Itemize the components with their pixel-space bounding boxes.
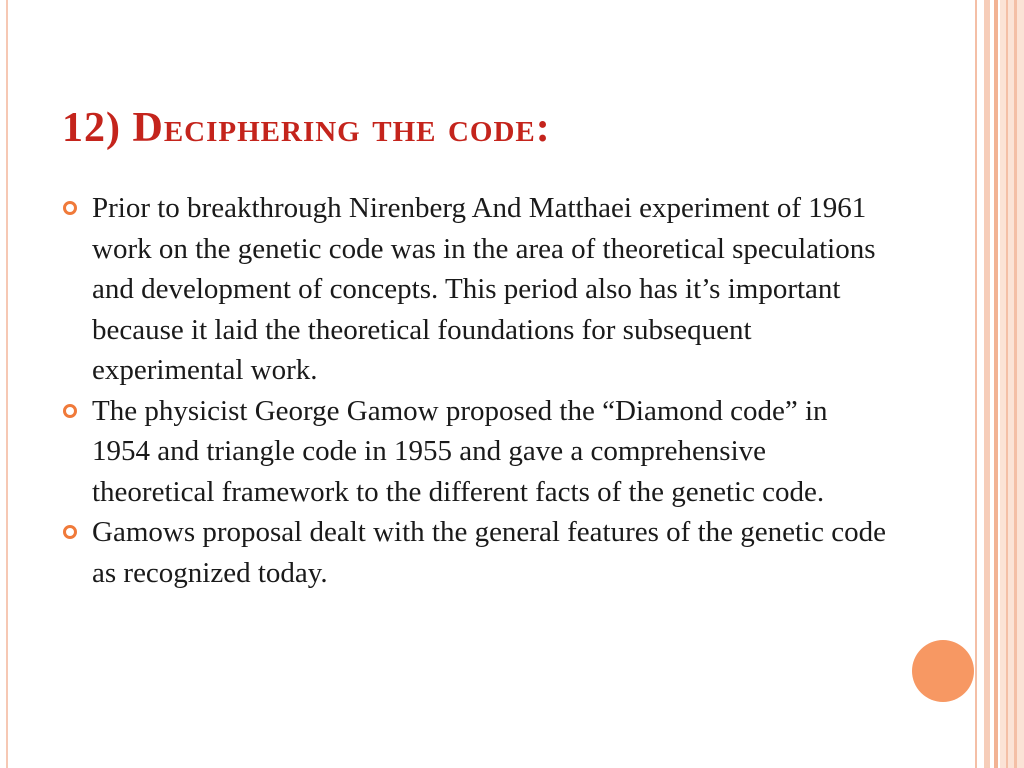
- right-decor-stripe: [984, 0, 990, 768]
- bullet-item: [62, 188, 892, 391]
- right-decor-stripe: [1014, 0, 1017, 768]
- right-decor-stripe: [1006, 0, 1008, 768]
- right-decor-stripe: [994, 0, 998, 768]
- bullet-list: [62, 188, 892, 593]
- ring-bullet-icon: [63, 525, 77, 539]
- bullet-text: The physicist George Gamow proposed the “Diamond code” in 1954 and triangle code in 1955 and gave a comprehensive theoretical framework to the different facts of the genetic code.: [92, 394, 828, 508]
- decorative-orange-circle: [912, 640, 974, 702]
- bullet-item: [62, 512, 892, 593]
- ring-bullet-icon: [63, 201, 77, 215]
- bullet-text: Gamows proposal dealt with the general features of the genetic code as recognized today.: [92, 516, 886, 589]
- bullet-item: [62, 391, 892, 513]
- ring-bullet-icon: [63, 404, 77, 418]
- slide-title: 12) Deciphering the code:: [62, 105, 551, 151]
- right-decor-band: [1000, 0, 1024, 768]
- right-decor-stripe: [975, 0, 977, 768]
- bullet-text: Prior to breakthrough Nirenberg And Matthaei experiment of 1961 work on the genetic code was in the area of theoretical speculations and development of concepts. This period also has it’s important because it laid the theoretical foundations for subsequent experimental work.: [92, 192, 876, 386]
- left-border-rule: [6, 0, 8, 768]
